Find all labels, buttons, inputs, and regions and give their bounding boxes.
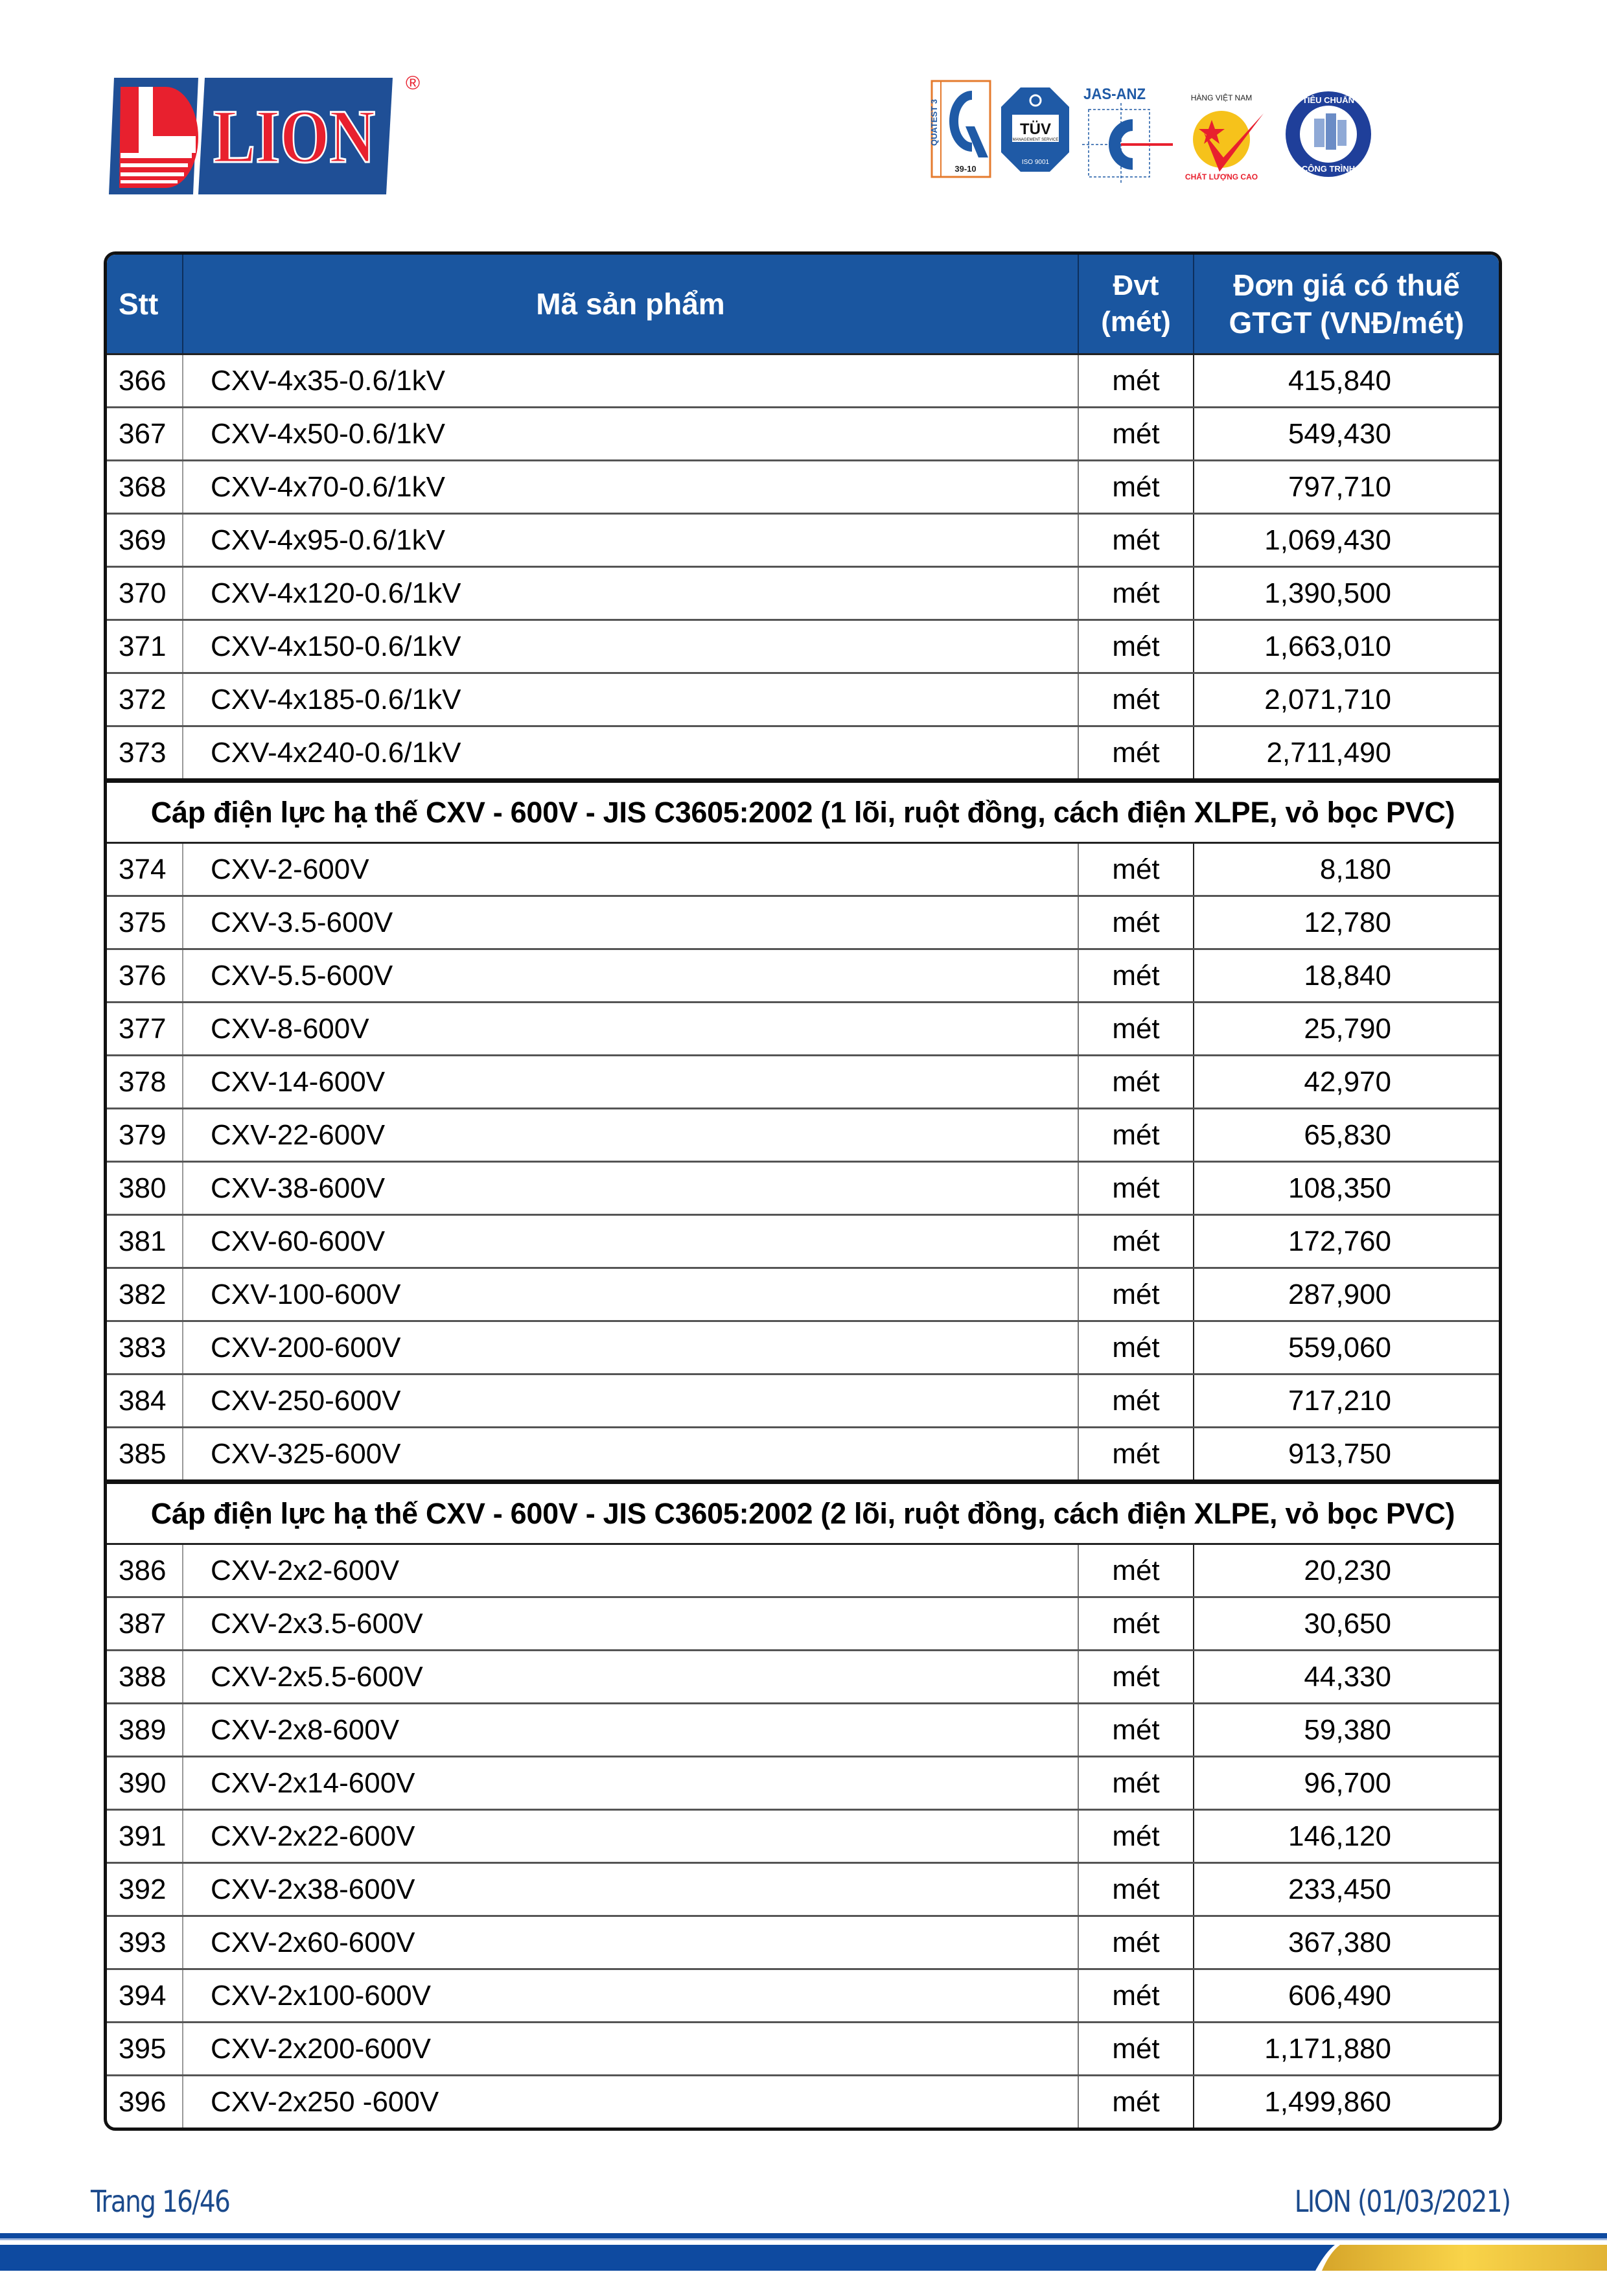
table-group-2 (107, 842, 1499, 1479)
row-stt: 366 (107, 355, 183, 406)
table-row (107, 1320, 1499, 1373)
row-price: 172,760 (1288, 1225, 1391, 1257)
row-unit: mét (1079, 461, 1194, 513)
svg-text:JAS-ANZ: JAS-ANZ (1083, 86, 1146, 103)
row-stt: 372 (107, 674, 183, 725)
row-price: 12,780 (1304, 906, 1391, 938)
section-header-2-core: Cáp điện lực hạ thế CXV - 600V - JIS C3605:2002 (2 lõi, ruột đồng, cách điện XLPE, vỏ bọc PVC) (107, 1479, 1499, 1543)
row-product-code: CXV-38-600V (183, 1163, 1079, 1214)
table-header (107, 255, 1499, 353)
row-unit: mét (1079, 897, 1194, 948)
row-unit: mét (1079, 1757, 1194, 1809)
row-price: 549,430 (1288, 417, 1391, 450)
table-row (107, 1054, 1499, 1107)
table-row (107, 1107, 1499, 1161)
row-unit: mét (1079, 844, 1194, 895)
row-unit: mét (1079, 355, 1194, 406)
row-unit: mét (1079, 1651, 1194, 1702)
jas-anz-logo (1082, 86, 1173, 185)
col-header-code: Mã sản phẩm (183, 255, 1079, 353)
row-stt: 390 (107, 1757, 183, 1809)
svg-text:CÔNG TRÌNH: CÔNG TRÌNH (1301, 164, 1356, 174)
row-unit: mét (1079, 1109, 1194, 1161)
registered-mark: ® (406, 73, 421, 94)
table-row (107, 1373, 1499, 1426)
row-product-code: CXV-100-600V (183, 1269, 1079, 1320)
table-group-1 (107, 353, 1499, 778)
row-product-code: CXV-4x240-0.6/1kV (183, 727, 1079, 778)
row-price: 146,120 (1288, 1820, 1391, 1852)
row-unit: mét (1079, 1917, 1194, 1968)
row-unit: mét (1079, 674, 1194, 725)
tuv-logo (1001, 87, 1069, 172)
row-product-code: CXV-22-600V (183, 1109, 1079, 1161)
row-product-code: CXV-250-600V (183, 1375, 1079, 1426)
row-unit: mét (1079, 1216, 1194, 1267)
table-row (107, 948, 1499, 1001)
row-unit: mét (1079, 2023, 1194, 2074)
row-product-code: CXV-4x50-0.6/1kV (183, 408, 1079, 459)
row-price: 367,380 (1288, 1926, 1391, 1958)
doc-reference: LION (01/03/2021) (1294, 2184, 1510, 2219)
table-row (107, 672, 1499, 725)
row-unit: mét (1079, 1163, 1194, 1214)
row-unit: mét (1079, 1322, 1194, 1373)
row-product-code: CXV-2x38-600V (183, 1864, 1079, 1915)
table-row (107, 725, 1499, 778)
table-group-3 (107, 1543, 1499, 2128)
row-product-code: CXV-8-600V (183, 1003, 1079, 1054)
row-stt: 385 (107, 1428, 183, 1479)
row-unit: mét (1079, 1056, 1194, 1107)
row-price: 42,970 (1304, 1065, 1391, 1098)
table-row (107, 1426, 1499, 1479)
row-unit: mét (1079, 515, 1194, 566)
row-product-code: CXV-4x185-0.6/1kV (183, 674, 1079, 725)
row-price: 606,490 (1288, 1979, 1391, 2012)
row-price: 8,180 (1319, 853, 1391, 885)
row-stt: 388 (107, 1651, 183, 1702)
table-row (107, 2021, 1499, 2074)
row-product-code: CXV-4x95-0.6/1kV (183, 515, 1079, 566)
row-stt: 373 (107, 727, 183, 778)
row-product-code: CXV-2x14-600V (183, 1757, 1079, 1809)
row-price: 233,450 (1288, 1873, 1391, 1905)
table-row (107, 1756, 1499, 1809)
row-stt: 375 (107, 897, 183, 948)
row-stt: 383 (107, 1322, 183, 1373)
row-unit: mét (1079, 1704, 1194, 1756)
brand-name: LION (213, 94, 375, 179)
row-price: 18,840 (1304, 959, 1391, 991)
row-unit: mét (1079, 1864, 1194, 1915)
row-price: 1,069,430 (1264, 524, 1391, 556)
table-row (107, 1968, 1499, 2021)
row-unit: mét (1079, 408, 1194, 459)
row-stt: 377 (107, 1003, 183, 1054)
row-product-code: CXV-2x8-600V (183, 1704, 1079, 1756)
table-row (107, 459, 1499, 513)
row-product-code: CXV-2x3.5-600V (183, 1598, 1079, 1649)
row-product-code: CXV-4x35-0.6/1kV (183, 355, 1079, 406)
row-price: 20,230 (1304, 1554, 1391, 1586)
row-price: 2,711,490 (1266, 736, 1391, 769)
row-stt: 378 (107, 1056, 183, 1107)
row-unit: mét (1079, 1811, 1194, 1862)
row-product-code: CXV-2x200-600V (183, 2023, 1079, 2074)
row-stt: 393 (107, 1917, 183, 1968)
col-header-price: Đơn giá có thuế GTGT (VNĐ/mét) (1229, 268, 1464, 340)
table-row (107, 1161, 1499, 1214)
row-stt: 381 (107, 1216, 183, 1267)
row-stt: 370 (107, 568, 183, 619)
row-product-code: CXV-2-600V (183, 844, 1079, 895)
svg-text:TIÊU CHUẨN: TIÊU CHUẨN (1302, 95, 1355, 105)
row-stt: 380 (107, 1163, 183, 1214)
row-unit: mét (1079, 621, 1194, 672)
row-stt: 369 (107, 515, 183, 566)
row-unit: mét (1079, 1003, 1194, 1054)
table-row (107, 566, 1499, 619)
table-row (107, 1702, 1499, 1756)
table-row (107, 1267, 1499, 1320)
row-product-code: CXV-5.5-600V (183, 950, 1079, 1001)
table-row (107, 1649, 1499, 1702)
svg-text:CHẤT LƯỢNG CAO: CHẤT LƯỢNG CAO (1185, 172, 1258, 181)
svg-text:39-10: 39-10 (954, 164, 977, 174)
row-stt: 379 (107, 1109, 183, 1161)
row-stt: 395 (107, 2023, 183, 2074)
row-product-code: CXV-4x120-0.6/1kV (183, 568, 1079, 619)
row-unit: mét (1079, 1545, 1194, 1596)
row-product-code: CXV-2x250 -600V (183, 2076, 1079, 2128)
quatest-logo (929, 81, 990, 177)
table-row (107, 1809, 1499, 1862)
row-product-code: CXV-2x60-600V (183, 1917, 1079, 1968)
hvnclc-logo (1185, 93, 1264, 181)
table-row (107, 406, 1499, 459)
row-price: 797,710 (1288, 470, 1391, 503)
row-unit: mét (1079, 1428, 1194, 1479)
row-stt: 389 (107, 1704, 183, 1756)
svg-text:ISO 9001: ISO 9001 (1021, 159, 1050, 166)
col-header-stt: Stt (107, 255, 183, 353)
row-product-code: CXV-4x70-0.6/1kV (183, 461, 1079, 513)
row-unit: mét (1079, 950, 1194, 1001)
table-row (107, 1596, 1499, 1649)
row-unit: mét (1079, 568, 1194, 619)
row-price: 65,830 (1304, 1119, 1391, 1151)
row-price: 1,663,010 (1264, 630, 1391, 662)
row-price: 559,060 (1288, 1331, 1391, 1363)
svg-text:TÜV: TÜV (1020, 121, 1051, 138)
row-price: 1,499,860 (1264, 2085, 1391, 2118)
row-stt: 368 (107, 461, 183, 513)
table-row (107, 842, 1499, 895)
price-table (104, 251, 1502, 2131)
row-price: 59,380 (1304, 1713, 1391, 1746)
table-row (107, 1214, 1499, 1267)
row-stt: 396 (107, 2076, 183, 2128)
certification-logos (927, 75, 1497, 185)
row-price: 1,390,500 (1264, 577, 1391, 609)
table-row (107, 619, 1499, 672)
row-price: 44,330 (1304, 1660, 1391, 1693)
table-row (107, 895, 1499, 948)
table-row (107, 353, 1499, 406)
row-price: 415,840 (1288, 364, 1391, 397)
table-row (107, 513, 1499, 566)
row-unit: mét (1079, 727, 1194, 778)
row-stt: 387 (107, 1598, 183, 1649)
row-price: 25,790 (1304, 1012, 1391, 1045)
col-header-unit: Đvt (mét) (1079, 255, 1194, 353)
svg-text:QUATEST 3: QUATEST 3 (929, 99, 939, 146)
row-product-code: CXV-2x2-600V (183, 1545, 1079, 1596)
row-price: 1,171,880 (1264, 2032, 1391, 2065)
row-price: 30,650 (1304, 1607, 1391, 1640)
page-number: Trang 16/46 (91, 2184, 230, 2219)
lion-logo (101, 71, 490, 194)
svg-text:MANAGEMENT SERVICE: MANAGEMENT SERVICE (1012, 138, 1059, 142)
row-unit: mét (1079, 1375, 1194, 1426)
section-header-1-core: Cáp điện lực hạ thế CXV - 600V - JIS C3605:2002 (1 lõi, ruột đồng, cách điện XLPE, vỏ bọc PVC) (107, 778, 1499, 842)
row-stt: 371 (107, 621, 183, 672)
table-row (107, 2074, 1499, 2128)
table-row (107, 1543, 1499, 1596)
row-unit: mét (1079, 1970, 1194, 2021)
row-price: 2,071,710 (1264, 683, 1391, 715)
row-stt: 384 (107, 1375, 183, 1426)
row-stt: 382 (107, 1269, 183, 1320)
row-price: 913,750 (1288, 1437, 1391, 1470)
row-unit: mét (1079, 1598, 1194, 1649)
row-unit: mét (1079, 1269, 1194, 1320)
row-stt: 394 (107, 1970, 183, 2021)
row-product-code: CXV-2x5.5-600V (183, 1651, 1079, 1702)
row-price: 717,210 (1288, 1384, 1391, 1417)
row-stt: 391 (107, 1811, 183, 1862)
row-product-code: CXV-200-600V (183, 1322, 1079, 1373)
row-stt: 392 (107, 1864, 183, 1915)
row-product-code: CXV-14-600V (183, 1056, 1079, 1107)
svg-text:HÀNG VIỆT NAM: HÀNG VIỆT NAM (1190, 93, 1253, 102)
row-product-code: CXV-2x100-600V (183, 1970, 1079, 2021)
row-product-code: CXV-60-600V (183, 1216, 1079, 1267)
row-product-code: CXV-3.5-600V (183, 897, 1079, 948)
row-stt: 374 (107, 844, 183, 895)
row-price: 108,350 (1288, 1172, 1391, 1204)
row-unit: mét (1079, 2076, 1194, 2128)
tccongtrinh-logo (1286, 91, 1371, 177)
row-product-code: CXV-2x22-600V (183, 1811, 1079, 1862)
table-row (107, 1915, 1499, 1968)
row-stt: 376 (107, 950, 183, 1001)
row-stt: 386 (107, 1545, 183, 1596)
row-product-code: CXV-325-600V (183, 1428, 1079, 1479)
row-product-code: CXV-4x150-0.6/1kV (183, 621, 1079, 672)
row-price: 96,700 (1304, 1767, 1391, 1799)
row-price: 287,900 (1288, 1278, 1391, 1310)
row-stt: 367 (107, 408, 183, 459)
table-row (107, 1001, 1499, 1054)
table-row (107, 1862, 1499, 1915)
footer-decorative-bar (0, 2233, 1607, 2272)
